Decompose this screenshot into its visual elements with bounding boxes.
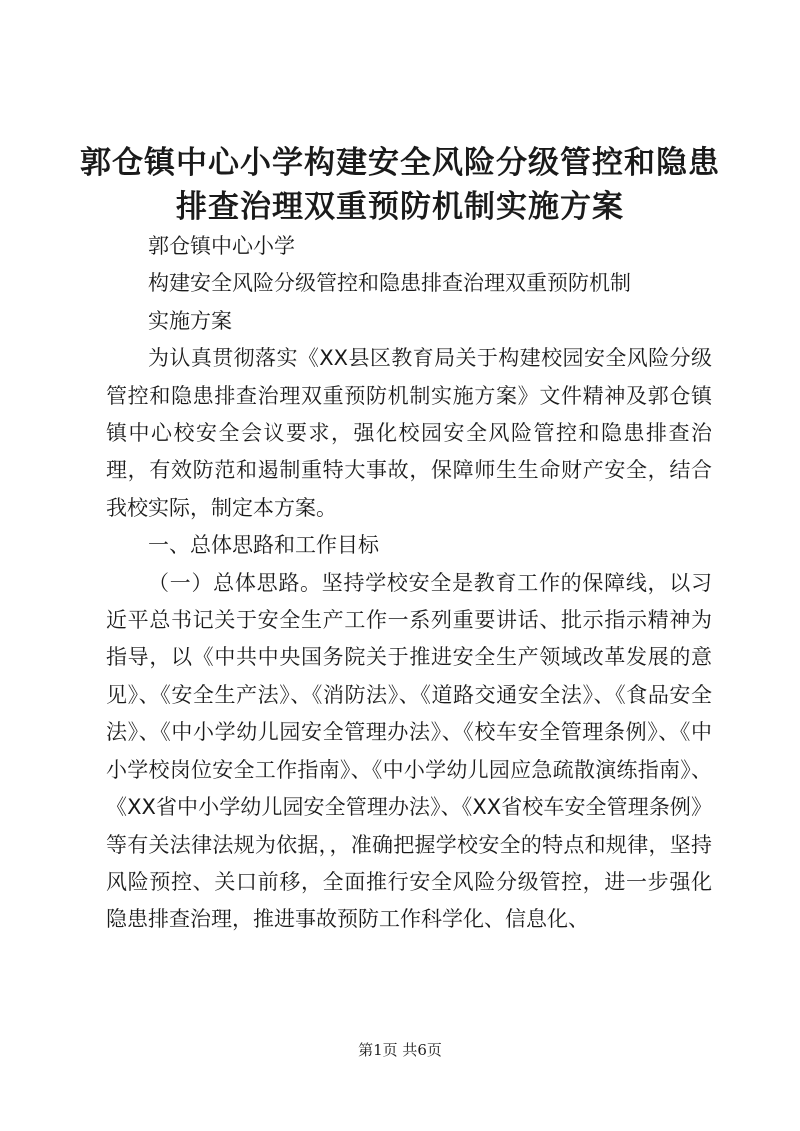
document-title-line-2: 排查治理双重预防机制实施方案: [176, 189, 624, 225]
subtitle-line-2: 实施方案: [148, 308, 232, 333]
document-title-line-1: 郭仓镇中心小学构建安全风险分级管控和隐患: [80, 145, 720, 181]
page-number-footer: 第1页 共6页: [358, 1041, 442, 1059]
section-heading-1: 一、总体思路和工作目标: [148, 533, 379, 558]
document-body: [106, 228, 712, 939]
intro-paragraph: 为认真贯彻落实《XX县区教育局关于构建校园安全风险分级管控和隐患排查治理双重预防机制实施方案》文件精神及郭仓镇镇中心校安全会议要求，强化校园安全风险管控和隐患排查治理，有效防范和遏制重特大事故，保障师生生命财产安全，结合我校实际，制定本方案。: [106, 346, 712, 520]
general-approach-paragraph: （一）总体思路。坚持学校安全是教育工作的保障线，以习近平总书记关于安全生产工作一系列重要讲话、批示指示精神为指导，以《中共中央国务院关于推进安全生产领域改革发展的意见》、《安全生产法》、《消防法》、《道路交通安全法》、《食品安全法》、《中小学幼儿园安全管理办法》、《校车安全管理条例》、《中小学校岗位安全工作指南》、《中小学幼儿园应急疏散演练指南》、《XX省中小学幼儿园安全管理办法》、《XX省校车安全管理条例》等有关法律法规为依据，，准确把握学校安全的特点和规律，坚持风险预控、关口前移，全面推行安全风险分级管控，进一步强化隐患排查治理，推进事故预防工作科学化、信息化、: [106, 570, 712, 932]
school-name-line: 郭仓镇中心小学: [148, 234, 295, 258]
subtitle-line: 构建安全风险分级管控和隐患排查治理双重预防机制: [148, 271, 631, 296]
